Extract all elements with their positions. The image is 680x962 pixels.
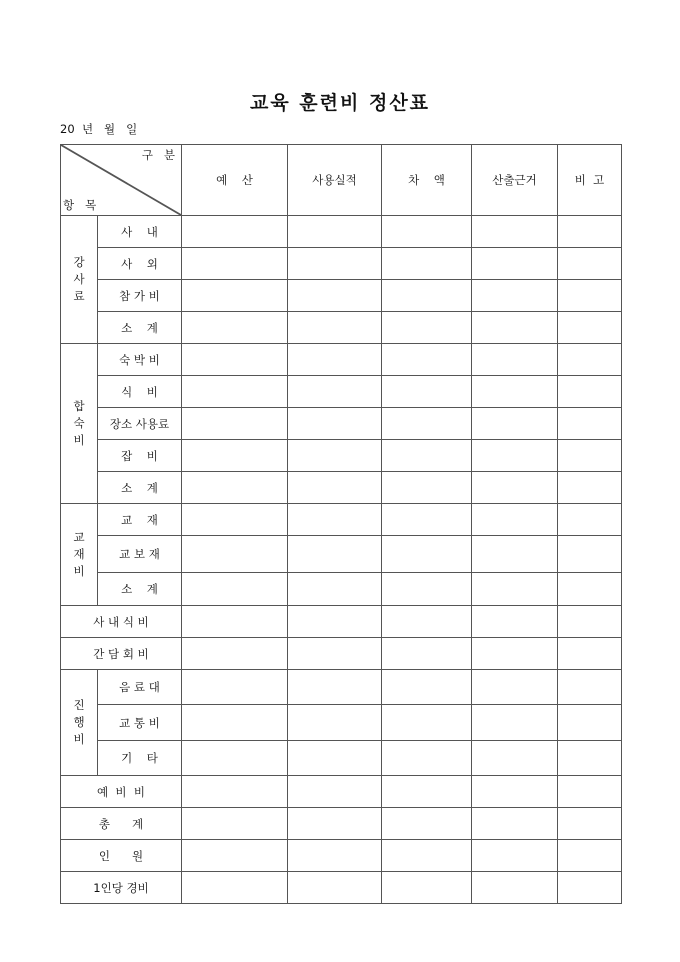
cell-difference[interactable] (382, 280, 472, 312)
cell-actual[interactable] (288, 536, 382, 573)
cell-budget[interactable] (182, 606, 288, 638)
header-diagonal-cell (61, 145, 182, 216)
cell-actual[interactable] (288, 216, 382, 248)
cell-basis[interactable] (472, 440, 558, 472)
cell-remarks[interactable] (558, 504, 622, 536)
cell-remarks[interactable] (558, 376, 622, 408)
row-label-per-person: 1인당 경비 (61, 872, 182, 904)
cell-budget[interactable] (182, 741, 288, 776)
item-label: 교 보 재 (98, 536, 182, 573)
cell-actual[interactable] (288, 872, 382, 904)
cell-basis[interactable] (472, 573, 558, 606)
cell-budget[interactable] (182, 408, 288, 440)
row-label-headcount: 인 원 (61, 840, 182, 872)
cell-actual[interactable] (288, 376, 382, 408)
cell-basis[interactable] (472, 840, 558, 872)
cell-budget[interactable] (182, 312, 288, 344)
group-label-gangsaryo: 강 사 료 (61, 216, 98, 344)
cell-actual[interactable] (288, 670, 382, 705)
cell-difference[interactable] (382, 573, 472, 606)
cell-remarks[interactable] (558, 344, 622, 376)
cell-budget[interactable] (182, 670, 288, 705)
item-label: 교 통 비 (98, 705, 182, 741)
cell-actual[interactable] (288, 312, 382, 344)
cell-difference[interactable] (382, 741, 472, 776)
cell-difference[interactable] (382, 216, 472, 248)
cell-budget[interactable] (182, 376, 288, 408)
cell-remarks[interactable] (558, 606, 622, 638)
cell-actual[interactable] (288, 840, 382, 872)
item-label: 기 타 (98, 741, 182, 776)
cell-remarks[interactable] (558, 840, 622, 872)
item-label: 소 계 (98, 573, 182, 606)
cell-difference[interactable] (382, 638, 472, 670)
cell-budget[interactable] (182, 872, 288, 904)
cell-difference[interactable] (382, 248, 472, 280)
cell-remarks[interactable] (558, 741, 622, 776)
item-label: 잡 비 (98, 440, 182, 472)
cell-budget[interactable] (182, 280, 288, 312)
cell-difference[interactable] (382, 808, 472, 840)
cell-difference[interactable] (382, 376, 472, 408)
cell-basis[interactable] (472, 606, 558, 638)
cell-actual[interactable] (288, 606, 382, 638)
row-label-reserve: 예 비 비 (61, 776, 182, 808)
cell-actual[interactable] (288, 440, 382, 472)
cell-basis[interactable] (472, 472, 558, 504)
cell-remarks[interactable] (558, 280, 622, 312)
cell-remarks[interactable] (558, 312, 622, 344)
cell-budget[interactable] (182, 573, 288, 606)
cell-difference[interactable] (382, 408, 472, 440)
cell-budget[interactable] (182, 776, 288, 808)
cell-remarks[interactable] (558, 216, 622, 248)
group-label-gyojaebi: 교 재 비 (61, 504, 98, 606)
cell-remarks[interactable] (558, 248, 622, 280)
cell-difference[interactable] (382, 440, 472, 472)
cell-basis[interactable] (472, 776, 558, 808)
cell-remarks[interactable] (558, 472, 622, 504)
item-label: 소 계 (98, 312, 182, 344)
header-row (61, 145, 622, 216)
cell-actual[interactable] (288, 705, 382, 741)
item-label: 장소 사용료 (98, 408, 182, 440)
cell-basis[interactable] (472, 872, 558, 904)
cell-budget[interactable] (182, 536, 288, 573)
cell-basis[interactable] (472, 638, 558, 670)
cell-remarks[interactable] (558, 670, 622, 705)
cell-budget[interactable] (182, 808, 288, 840)
page-title: 교육 훈련비 정산표 (249, 92, 431, 114)
cell-remarks[interactable] (558, 776, 622, 808)
cell-budget[interactable] (182, 216, 288, 248)
cell-difference[interactable] (382, 312, 472, 344)
row-label-internal-meals: 사 내 식 비 (61, 606, 182, 638)
cell-basis[interactable] (472, 280, 558, 312)
group-label-jinhaengbi: 진 행 비 (61, 670, 98, 776)
cell-difference[interactable] (382, 776, 472, 808)
cell-difference[interactable] (382, 872, 472, 904)
cell-basis[interactable] (472, 408, 558, 440)
cell-remarks[interactable] (558, 573, 622, 606)
cell-basis[interactable] (472, 248, 558, 280)
cell-remarks[interactable] (558, 440, 622, 472)
row-label-meeting-cost: 간 담 회 비 (61, 638, 182, 670)
cell-remarks[interactable] (558, 705, 622, 741)
cell-actual[interactable] (288, 408, 382, 440)
cell-actual[interactable] (288, 280, 382, 312)
item-label: 숙 박 비 (98, 344, 182, 376)
cell-basis[interactable] (472, 705, 558, 741)
row-label-total: 총 계 (61, 808, 182, 840)
cell-budget[interactable] (182, 840, 288, 872)
cell-actual[interactable] (288, 504, 382, 536)
cell-actual[interactable] (288, 472, 382, 504)
cell-budget[interactable] (182, 344, 288, 376)
cell-basis[interactable] (472, 312, 558, 344)
col-header-difference: 차 액 (382, 145, 472, 216)
cell-remarks[interactable] (558, 638, 622, 670)
col-header-budget: 예 산 (182, 145, 288, 216)
cell-budget[interactable] (182, 638, 288, 670)
cell-actual[interactable] (288, 808, 382, 840)
cell-difference[interactable] (382, 840, 472, 872)
item-label: 참 가 비 (98, 280, 182, 312)
item-label: 사 외 (98, 248, 182, 280)
cell-budget[interactable] (182, 440, 288, 472)
cell-difference[interactable] (382, 472, 472, 504)
col-header-basis: 산출근거 (472, 145, 558, 216)
cell-actual[interactable] (288, 638, 382, 670)
cell-actual[interactable] (288, 248, 382, 280)
date-line: 20 년 월 일 (60, 122, 138, 136)
cell-basis[interactable] (472, 808, 558, 840)
cell-remarks[interactable] (558, 408, 622, 440)
cell-basis[interactable] (472, 741, 558, 776)
col-header-actual: 사용실적 (288, 145, 382, 216)
cell-actual[interactable] (288, 573, 382, 606)
cell-actual[interactable] (288, 776, 382, 808)
cell-basis[interactable] (472, 216, 558, 248)
cell-budget[interactable] (182, 472, 288, 504)
item-label: 음 료 대 (98, 670, 182, 705)
cell-difference[interactable] (382, 344, 472, 376)
cell-basis[interactable] (472, 376, 558, 408)
header-hangmok: 항 목 (63, 198, 97, 212)
item-label: 사 내 (98, 216, 182, 248)
cell-remarks[interactable] (558, 536, 622, 573)
item-label: 교 재 (98, 504, 182, 536)
cell-difference[interactable] (382, 504, 472, 536)
cell-remarks[interactable] (558, 872, 622, 904)
cell-basis[interactable] (472, 536, 558, 573)
settlement-table (60, 144, 622, 904)
item-label: 식 비 (98, 376, 182, 408)
cell-difference[interactable] (382, 670, 472, 705)
cell-difference[interactable] (382, 705, 472, 741)
item-label: 소 계 (98, 472, 182, 504)
cell-difference[interactable] (382, 536, 472, 573)
cell-budget[interactable] (182, 705, 288, 741)
cell-budget[interactable] (182, 504, 288, 536)
header-gubun: 구 분 (141, 148, 175, 162)
cell-basis[interactable] (472, 344, 558, 376)
cell-remarks[interactable] (558, 808, 622, 840)
col-header-remarks: 비 고 (558, 145, 622, 216)
group-label-hapsukbi: 합 숙 비 (61, 344, 98, 504)
cell-basis[interactable] (472, 504, 558, 536)
cell-difference[interactable] (382, 606, 472, 638)
cell-budget[interactable] (182, 248, 288, 280)
cell-actual[interactable] (288, 344, 382, 376)
cell-actual[interactable] (288, 741, 382, 776)
cell-basis[interactable] (472, 670, 558, 705)
